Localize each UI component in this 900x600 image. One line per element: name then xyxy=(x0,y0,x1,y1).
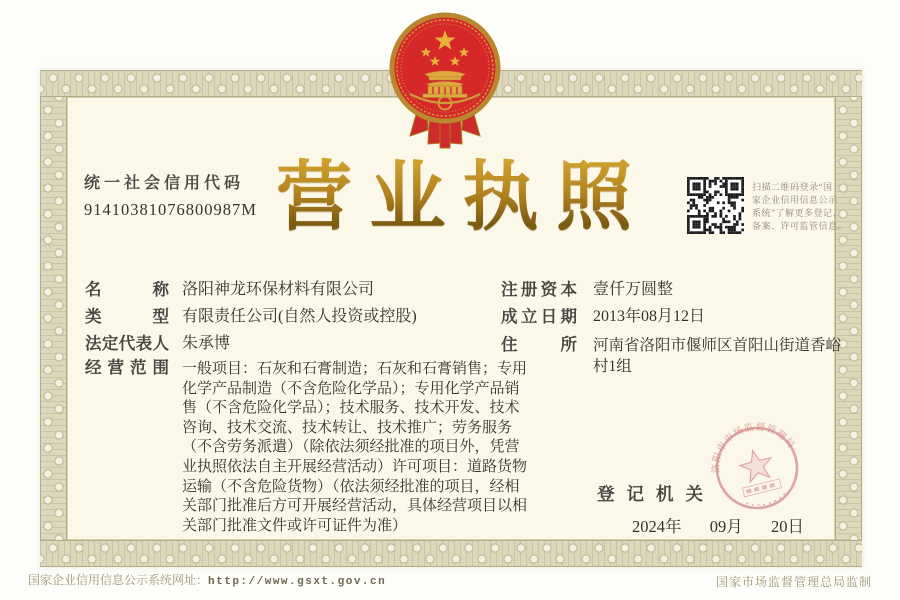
text-line: 系统”了解更多登记、 xyxy=(752,208,842,218)
text-line: 关部门批准后方可开展经营活动，具体经营项目以相 xyxy=(182,498,528,515)
field-value-registered-capital: 壹仟万圆整 xyxy=(593,281,674,298)
qr-caption xyxy=(752,181,856,233)
field-label-type: 类 型 xyxy=(85,308,169,326)
seal-arc-text: 洛阳市市场监督管理局 xyxy=(710,421,797,474)
field-label-name: 名 称 xyxy=(85,281,169,299)
border-band-left xyxy=(40,97,67,540)
field-label-legal-rep: 法 定 代 表 人 xyxy=(85,335,169,353)
text-line: 关部门批准文件或许可证件为准） xyxy=(182,517,408,534)
border-band-right xyxy=(835,97,862,540)
field-value-name: 洛阳神龙环保材料有限公司 xyxy=(182,281,375,298)
field-value-address: 河南省洛阳市偃师区首阳山街道香峪村1组 xyxy=(593,337,842,375)
text-line: 业执照依法自主开展经营活动）许可项目：道路货物 xyxy=(182,458,528,475)
credit-code-value: 91410381076800987M xyxy=(84,200,257,219)
footer-public-system xyxy=(28,571,386,588)
border-band-bottom xyxy=(40,540,862,567)
text-line: 家企业信用信息公示 xyxy=(752,195,838,205)
national-emblem-icon xyxy=(384,6,506,152)
field-label-establish-date: 成 立 日 期 xyxy=(501,308,577,326)
field-label-business-scope: 经 营 范 围 xyxy=(85,359,169,377)
footer-public-system-url: http://www.gsxt.gov.cn xyxy=(208,576,387,588)
footer-issuer: 国家市场监督管理总局监制 xyxy=(715,575,872,589)
text-line: 一般项目：石灰和石膏制造；石灰和石膏销售；专用 xyxy=(182,361,528,377)
field-label-address: 住 所 xyxy=(501,336,577,354)
text-line: 咨询、技术交流、技术转让、技术推广；劳务服务 xyxy=(182,419,513,436)
text-line: 售（不含危险化学品）；技术服务、技术开发、技术 xyxy=(182,400,520,417)
issue-date: 2024年 09月 20日 xyxy=(632,517,804,536)
field-value-type: 有限责任公司(自然人投资或控股) xyxy=(182,308,417,325)
license-title: 营 业 执 照 xyxy=(276,150,632,246)
field-label-registered-capital: 注 册 资 本 xyxy=(501,281,577,299)
text-line: 备案、许可监管信息。 xyxy=(752,221,848,231)
text-line: （不含劳务派遣）（除依法须经批准的项目外，凭营 xyxy=(182,439,520,456)
text-line: 扫描二维码登录“国 xyxy=(752,182,833,192)
text-line: 运输（不含危险货物）（依法须经批准的项目，经相 xyxy=(182,478,520,495)
credit-code-block xyxy=(84,170,257,220)
registration-authority-label: 登 记 机 关 xyxy=(597,484,703,504)
qr-code xyxy=(687,177,744,234)
text-line: 化学产品制造（不含危险化学品）；专用化学产品销 xyxy=(182,380,520,397)
credit-code-label: 统一社会信用代码 xyxy=(84,175,245,192)
field-value-legal-rep: 朱承博 xyxy=(182,335,231,352)
seal-star-icon xyxy=(737,447,775,484)
footer-public-system-label: 国家企业信用信息公示系统网址： xyxy=(28,573,209,587)
field-value-business-scope xyxy=(182,360,528,536)
field-value-establish-date: 2013年08月12日 xyxy=(593,308,706,325)
